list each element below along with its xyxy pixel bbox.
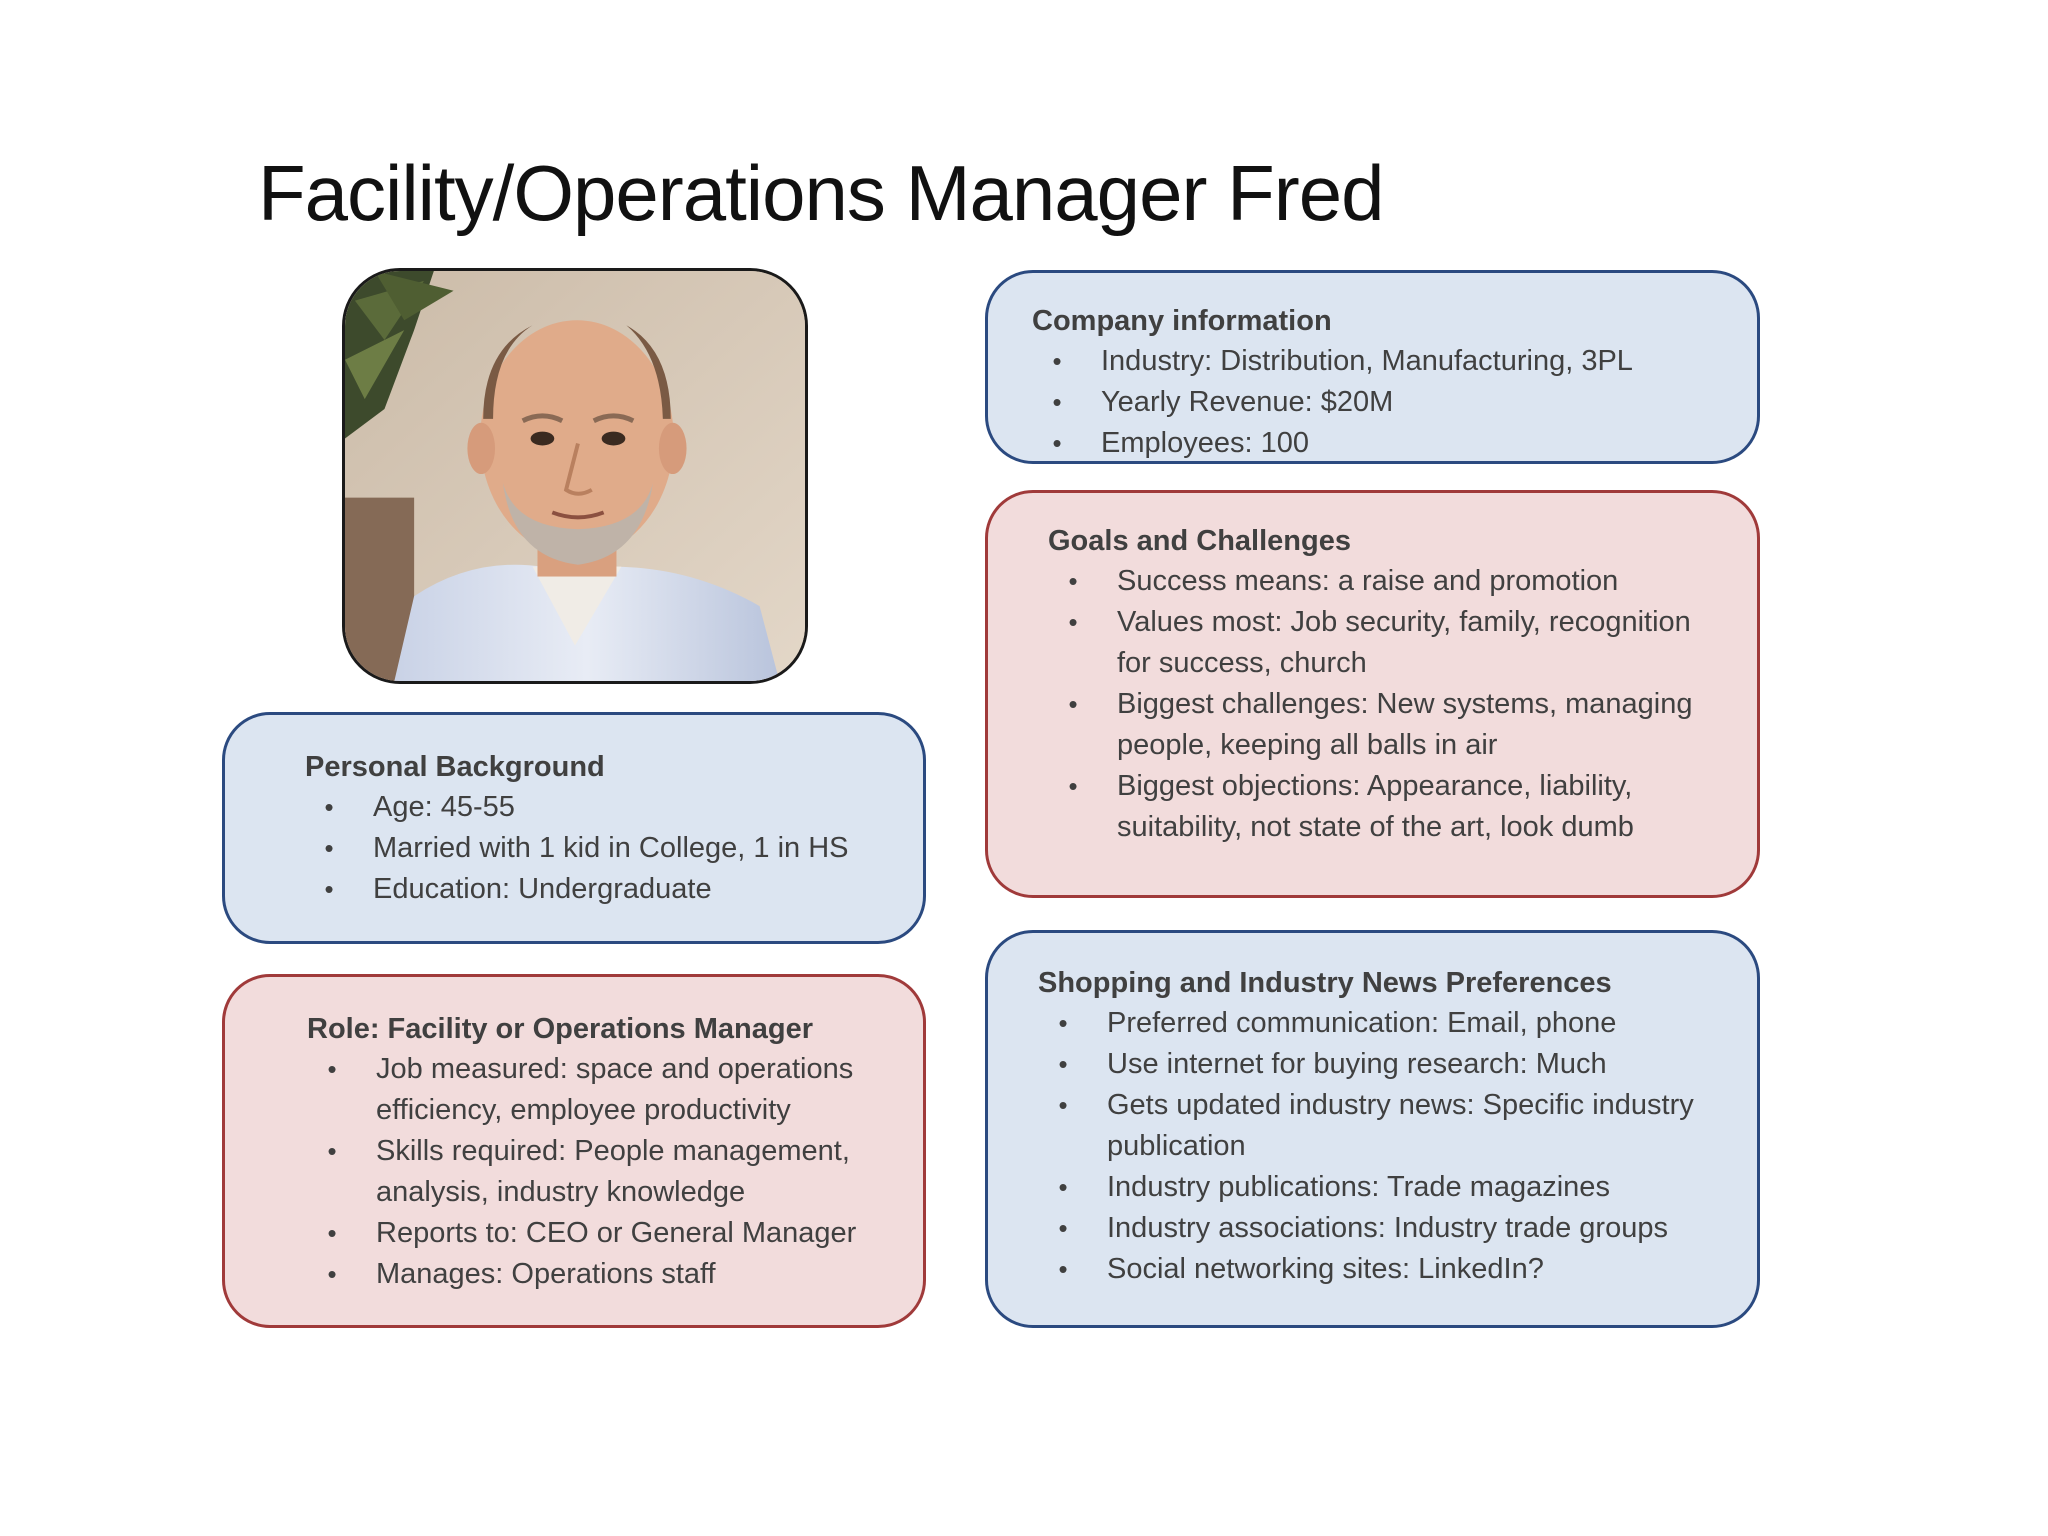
- role-card: [222, 974, 926, 1328]
- list-item: • Preferred communication: Email, phone: [1019, 1003, 1739, 1044]
- shopping-preferences-card: [985, 930, 1760, 1328]
- persona-photo: [342, 268, 808, 684]
- list-item: • Success means: a raise and promotion: [1029, 561, 1709, 602]
- list-item: • Manages: Operations staff: [288, 1254, 908, 1295]
- list-item: • Social networking sites: LinkedIn?: [1019, 1249, 1739, 1290]
- personal-background-card: [222, 712, 926, 944]
- personal-background-heading: Personal Background: [305, 751, 605, 783]
- personal-background-list: [285, 787, 923, 910]
- shopping-preferences-heading: Shopping and Industry News Preferences: [1038, 967, 1612, 999]
- list-item: • Married with 1 kid in College, 1 in HS: [285, 828, 923, 869]
- list-item: • Biggest objections: Appearance, liability, suitability, not state of the art, look dumb: [1029, 766, 1709, 848]
- list-item: • Yearly Revenue: $20M: [1013, 382, 1757, 423]
- list-item: • Education: Undergraduate: [285, 869, 923, 910]
- list-item: • Gets updated industry news: Specific industry publication: [1019, 1085, 1739, 1167]
- role-list: [288, 1049, 908, 1295]
- list-item: • Values most: Job security, family, recognition for success, church: [1029, 602, 1709, 684]
- page-title: Facility/Operations Manager Fred: [258, 149, 1384, 237]
- list-item: • Biggest challenges: New systems, managing people, keeping all balls in air: [1029, 684, 1709, 766]
- goals-and-challenges-card: [985, 490, 1760, 898]
- list-item: • Job measured: space and operations efficiency, employee productivity: [288, 1049, 908, 1131]
- persona-portrait-image: [345, 271, 805, 681]
- list-item: • Industry associations: Industry trade groups: [1019, 1208, 1739, 1249]
- list-item: • Skills required: People management, analysis, industry knowledge: [288, 1131, 908, 1213]
- company-information-card: [985, 270, 1760, 464]
- list-item: • Reports to: CEO or General Manager: [288, 1213, 908, 1254]
- goals-and-challenges-list: [1029, 561, 1709, 848]
- list-item: • Age: 45-55: [285, 787, 923, 828]
- company-information-heading: Company information: [1032, 305, 1332, 337]
- role-heading: Role: Facility or Operations Manager: [307, 1013, 813, 1045]
- list-item: • Employees: 100: [1013, 423, 1757, 464]
- company-information-list: [1013, 341, 1757, 464]
- goals-and-challenges-heading: Goals and Challenges: [1048, 525, 1351, 557]
- list-item: • Use internet for buying research: Much: [1019, 1044, 1739, 1085]
- list-item: • Industry: Distribution, Manufacturing, 3PL: [1013, 341, 1757, 382]
- shopping-preferences-list: [1019, 1003, 1739, 1290]
- list-item: • Industry publications: Trade magazines: [1019, 1167, 1739, 1208]
